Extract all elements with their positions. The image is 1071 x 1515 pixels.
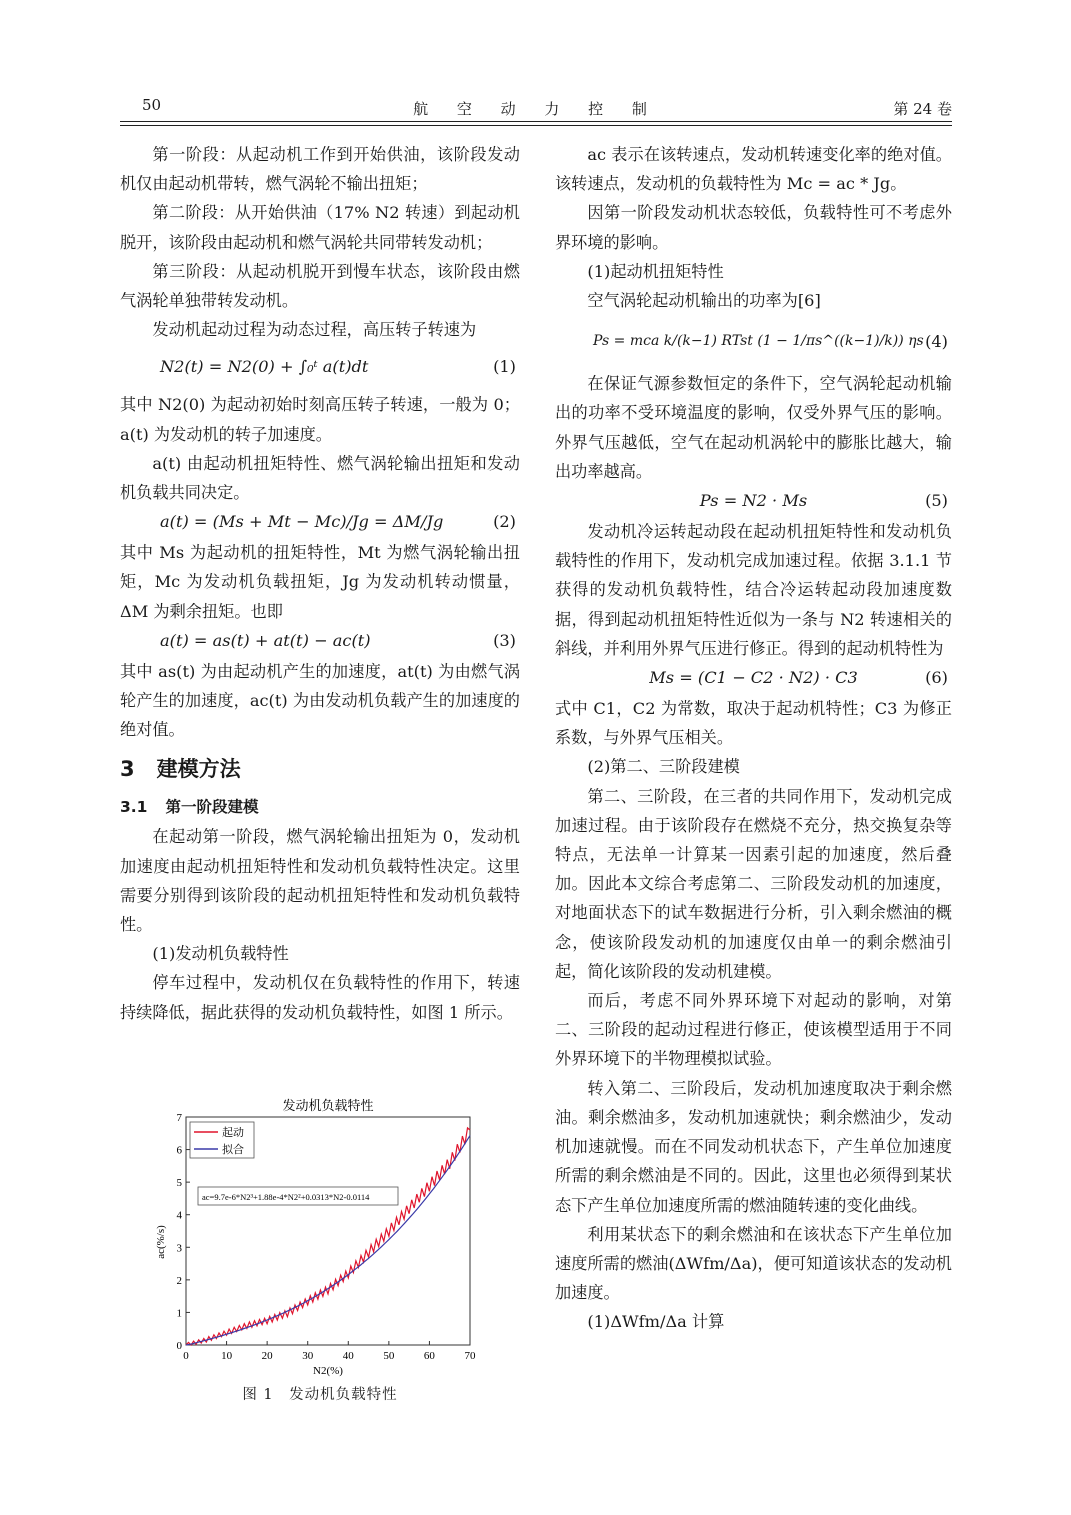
paragraph: 停车过程中，发动机仅在负载特性的作用下，转速持续降低，据此获得的发动机负载特性，如图 1 所示。 [120,973,520,1022]
right-column [555,140,952,1337]
page-number: 50 [142,96,162,114]
left-column [120,140,520,1027]
x-tick-label: 70 [464,1350,476,1362]
equation-text: Ps = N2 · Ms [699,491,808,511]
section-heading [120,754,520,784]
equation-number: (1) [493,357,516,377]
paragraph: 其中 as(t) 为由起动机产生的加速度，at(t) 为由燃气涡轮产生的加速度，ac(t) 为由发动机负载产生的加速度的绝对值。 [120,661,520,740]
paragraph: 在起动第一阶段，燃气涡轮输出扭矩为 0，发动机加速度由起动机扭矩特性和发动机负载特性决定。这里需要分别得到该阶段的起动机扭矩特性和发动机负载特性。 [120,827,520,935]
equation-text: Ps = mca k/(k−1) RTst (1 − 1/πs^((k−1)/k)) ηs [593,333,924,350]
equation-number: (3) [493,630,516,650]
paragraph: (1)发动机负载特性 [152,944,289,964]
x-tick-label: 30 [302,1350,314,1362]
paragraph: 第二阶段：从开始供油（17% N2 转速）到起动机脱开，该阶段由起动机和燃气涡轮共同带转发动机； [120,203,520,252]
equation-6 [555,663,952,694]
equation-text: a(t) = as(t) + at(t) − ac(t) [160,630,371,650]
paragraph: 式中 C1，C2 为常数，取决于起动机特性；C3 为修正系数，与外界气压相关。 [555,699,952,748]
subsection-title: 第一阶段建模 [165,798,259,817]
paragraph: 第一阶段：从起动机工作到开始供油，该阶段发动机仅由起动机带转，燃气涡轮不输出扭矩； [120,145,520,194]
y-tick-label: 1 [176,1307,182,1320]
paragraph: 空气涡轮起动机输出的功率为[6] [587,291,821,311]
y-tick-label: 6 [176,1144,182,1157]
paragraph: 而后，考虑不同外界环境下对起动的影响，对第二、三阶段的起动过程进行修正，使该模型适用于不同外界环境下的半物理模拟试验。 [555,991,952,1069]
chart-title: 发动机负载特性 [282,1098,374,1113]
equation-4 [555,315,952,369]
y-axis-label: ac(%/s) [155,1225,167,1259]
y-tick-label: 3 [176,1242,182,1255]
equation-1 [120,344,520,390]
y-tick-label: 7 [176,1112,182,1124]
equation-number: (4) [925,332,948,352]
header-rule-thin [120,125,952,126]
fit-formula: ac=9.7e-6*N2³+1.88e-4*N2²+0.0313*N2-0.0114 [202,1192,370,1202]
header-rule [120,121,952,122]
equation-text: a(t) = (Ms + Mt − Mc)/Jg = ΔM/Jg [160,512,444,532]
section-title: 建模方法 [156,757,241,782]
paragraph: 发动机冷运转起动段在起动机扭矩特性和发动机负载特性的作用下，发动机完成加速过程。依据 3.1.1 节获得的发动机负载特性，结合冷运转起动段加速度数据，得到起动机扭矩特性近似为一条与 N2 转速相关的斜线，并利用外界气压进行修正。得到的起动机特性为 [555,522,952,658]
paragraph: 其中 Ms 为起动机的扭矩特性，Mt 为燃气涡轮输出扭矩，Mc 为发动机负载扭矩，Jg 为发动机转动惯量，ΔM 为剩余扭矩。也即 [120,543,520,621]
x-tick-label: 20 [261,1350,273,1362]
figure-caption: 图 1 发动机负载特性 [242,1387,398,1403]
y-tick-label: 4 [176,1209,182,1222]
volume-label: 第 24 卷 [893,100,952,118]
x-tick-label: 50 [383,1350,395,1362]
paragraph: (1)起动机扭矩特性 [587,261,724,281]
x-axis-label: N2(%) [313,1365,343,1377]
paragraph: 转入第二、三阶段后，发动机加速度取决于剩余燃油。剩余燃油多，发动机加速就快；剩余燃油少，发动机加速就慢。而在不同发动机状态下，产生单位加速度所需的剩余燃油是不同的。因此，这里也必须得到某状态下产生单位加速度所需的燃油随转速的变化曲线。 [555,1078,952,1215]
paragraph: 在保证气源参数恒定的条件下，空气涡轮起动机输出的功率不受环境温度的影响，仅受外界气压的影响。外界气压越低，空气在起动机涡轮中的膨胀比越大，输出功率越高。 [555,374,952,481]
page-header [120,96,952,120]
equation-number: (6) [925,668,948,688]
section-number: 3 [120,757,135,782]
legend-label-measured: 起动 [222,1127,244,1139]
x-tick-label: 40 [342,1350,354,1362]
equation-3 [120,626,520,657]
equation-text: N2(t) = N2(0) + ∫₀ᵗ a(t)dt [160,357,369,377]
y-tick-label: 5 [176,1177,182,1190]
paragraph: (1)ΔWfm/Δa 计算 [587,1312,725,1332]
load-characteristic-chart [148,1092,488,1392]
equation-2 [120,507,520,538]
subsection-number: 3.1 [120,798,148,817]
paragraph: 因第一阶段发动机状态较低，负载特性可不考虑外界环境的影响。 [555,203,952,252]
paragraph: 第三阶段：从起动机脱开到慢车状态，该阶段由燃气涡轮单独带转发动机。 [120,261,520,311]
paragraph: a(t) 由起动机扭矩特性、燃气涡轮输出扭矩和发动机负载共同决定。 [120,453,520,503]
paragraph: 发动机起动过程为动态过程，高压转子转速为 [152,320,477,340]
y-tick-label: 0 [176,1340,182,1352]
equation-number: (5) [925,491,948,511]
x-tick-label: 10 [221,1350,233,1362]
legend-label-fit: 拟合 [222,1144,244,1156]
journal-title: 航 空 动 力 控 制 [413,100,659,118]
paragraph: 其中 N2(0) 为起动初始时刻高压转子转速，一般为 0；a(t) 为发动机的转子加速度。 [120,395,520,444]
equation-5 [555,486,952,517]
paragraph: 第二、三阶段，在三者的共同作用下，发动机完成加速过程。由于该阶段存在燃烧不充分，热交换复杂等特点，无法单一计算某一因素引起的加速度，然后叠加。因此本文综合考虑第二、三阶段发动机的加速度，对地面状态下的试车数据进行分析，引入剩余燃油的概念，使该阶段发动机的加速度仅由单一的剩余燃油引起，简化该阶段的发动机建模。 [555,786,952,981]
measured-series-line [186,1128,470,1345]
x-tick-label: 0 [183,1350,189,1362]
paragraph: (2)第二、三阶段建模 [587,757,740,777]
subsection-heading [120,794,520,820]
paragraph: 利用某状态下的剩余燃油和在该状态下产生单位加速度所需的燃油(ΔWfm/Δa)，便可知道该状态的发动机加速度。 [555,1224,952,1303]
x-tick-label: 60 [423,1350,435,1362]
fit-series-line [186,1136,470,1345]
y-tick-label: 2 [176,1274,182,1287]
paragraph: ac 表示在该转速点，发动机转速变化率的绝对值。该转速点，发动机的负载特性为 Mc = ac * Jg。 [555,145,952,194]
equation-number: (2) [493,512,516,532]
equation-text: Ms = (C1 − C2 · N2) · C3 [649,668,858,688]
